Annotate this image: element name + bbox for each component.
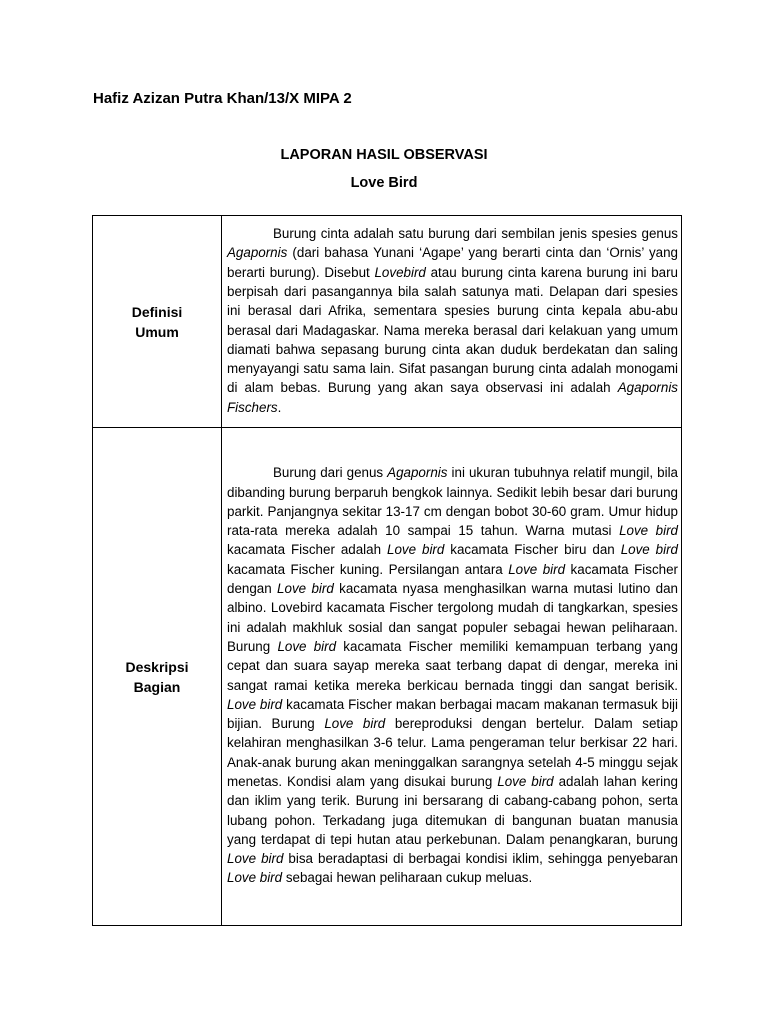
row-content [222, 428, 682, 926]
report-title: LAPORAN HASIL OBSERVASI [280, 147, 488, 163]
row-label-line: Umum [135, 323, 179, 340]
text-run: Burung dari genus [273, 465, 388, 481]
table-row [93, 428, 682, 926]
italic-term: Love bird [227, 696, 283, 712]
italic-term: Love bird [619, 523, 678, 539]
text-run: (dari bahasa Yunani ‘Agape’ yang berarti cinta dan ‘Ornis’ yang berarti burung). Disebut [227, 245, 678, 280]
definition-paragraph [227, 224, 678, 417]
text-run: ini ukuran tubuhnya relatif mungil, bila dibanding burung berparuh bengkok lainnya. Sedikit lebih besar dari burung parkit. Panjangnya sekitar 13-17 cm dengan bobot 30-60 gram. Umur hidup rata-rata mereka adalah 10 sampai 15 tahun. Warna mutasi [227, 465, 678, 539]
text-run: . [277, 399, 282, 415]
text-run: kacamata Fischer biru dan [444, 542, 621, 558]
italic-term: Lovebird [374, 264, 426, 280]
row-label-line: Bagian [133, 678, 181, 695]
italic-term: Love bird [508, 561, 566, 577]
italic-term: Love bird [277, 638, 337, 654]
text-run: Burung cinta adalah satu burung dari sembilan jenis spesies genus [273, 226, 678, 242]
text-run: adalah lahan kering dan iklim yang terik. Burung ini bersarang di cabang-cabang pohon, serta lubang pohon. Terkadang juga ditemukan di bangunan buatan manusia yang terdapat di tepi hutan atau perkebunan. Dalam penangkaran, burung [227, 773, 678, 847]
text-run: kacamata Fischer kuning. Persilangan antara [227, 561, 509, 577]
italic-term: Love bird [277, 581, 334, 597]
text-run: bisa beradaptasi di berbagai kondisi iklim, sehingga penyebaran [283, 851, 678, 867]
italic-term: Love bird [387, 542, 445, 558]
observation-table [92, 215, 682, 926]
text-run: kacamata Fischer adalah [227, 542, 388, 558]
description-paragraph [227, 463, 678, 888]
text-run: kacamata Fischer memiliki kemampuan terbang yang cepat dan suara sayap mereka saat terbang dapat di dengar, mereka ini sangat ramai ketika mereka berkicau bernada tinggi dan sangat berisik. [227, 638, 678, 693]
report-subtitle: Love Bird [350, 175, 418, 191]
text-run: sebagai hewan peliharaan cukup meluas. [282, 870, 533, 886]
italic-term: Love bird [324, 716, 386, 732]
italic-term: Agapornis [227, 245, 288, 261]
text-run: bereproduksi dengan bertelur. Dalam setiap kelahiran menghasilkan 3-6 telur. Lama pengeraman telur berkisar 22 hari. Anak-anak burung akan meninggalkan sarangnya setelah 4-5 minggu sejak menetas. Kondisi alam yang disukai burung [227, 716, 678, 789]
text-run: atau burung cinta karena burung ini baru berpisah dari pasangannya bila salah satunya mati. Delapan dari spesies ini berasal dari Afrika, sementara spesies burung cinta kepala abu-abu berasal dari Madagaskar. Nama mereka berasal dari kelakuan yang umum diamati bahwa sepasang burung cinta akan duduk berdekatan dan saling menyayangi satu sama lain. Sifat pasangan burung cinta adalah monogami di alam bebas. Burung yang akan saya observasi ini adalah [227, 264, 678, 396]
italic-term: Love bird [227, 851, 284, 867]
italic-term: Agapornis Fischers [227, 380, 678, 415]
table-row [93, 216, 682, 428]
author-line: Hafiz Azizan Putra Khan/13/X MIPA 2 [93, 90, 352, 107]
italic-term: Love bird [227, 870, 283, 886]
italic-term: Agapornis [387, 465, 448, 481]
row-label-line: Definisi [131, 303, 183, 320]
italic-term: Love bird [497, 773, 554, 789]
row-label-line: Deskripsi [125, 658, 189, 675]
text-run: kacamata nyasa menghasilkan warna mutasi lutino dan albino. Lovebird kacamata Fischer tergolong mudah di tangkarkan, spesies ini adalah makhluk sosial dan sangat populer sebagai hewan peliharaan. Burung [227, 581, 678, 654]
row-label [93, 428, 222, 926]
row-content [222, 216, 682, 428]
row-label [93, 216, 222, 428]
italic-term: Love bird [620, 542, 678, 558]
text-run: kacamata Fischer dengan [227, 561, 678, 597]
text-run: kacamata Fischer makan berbagai macam makanan termasuk biji bijian. Burung [227, 696, 678, 732]
